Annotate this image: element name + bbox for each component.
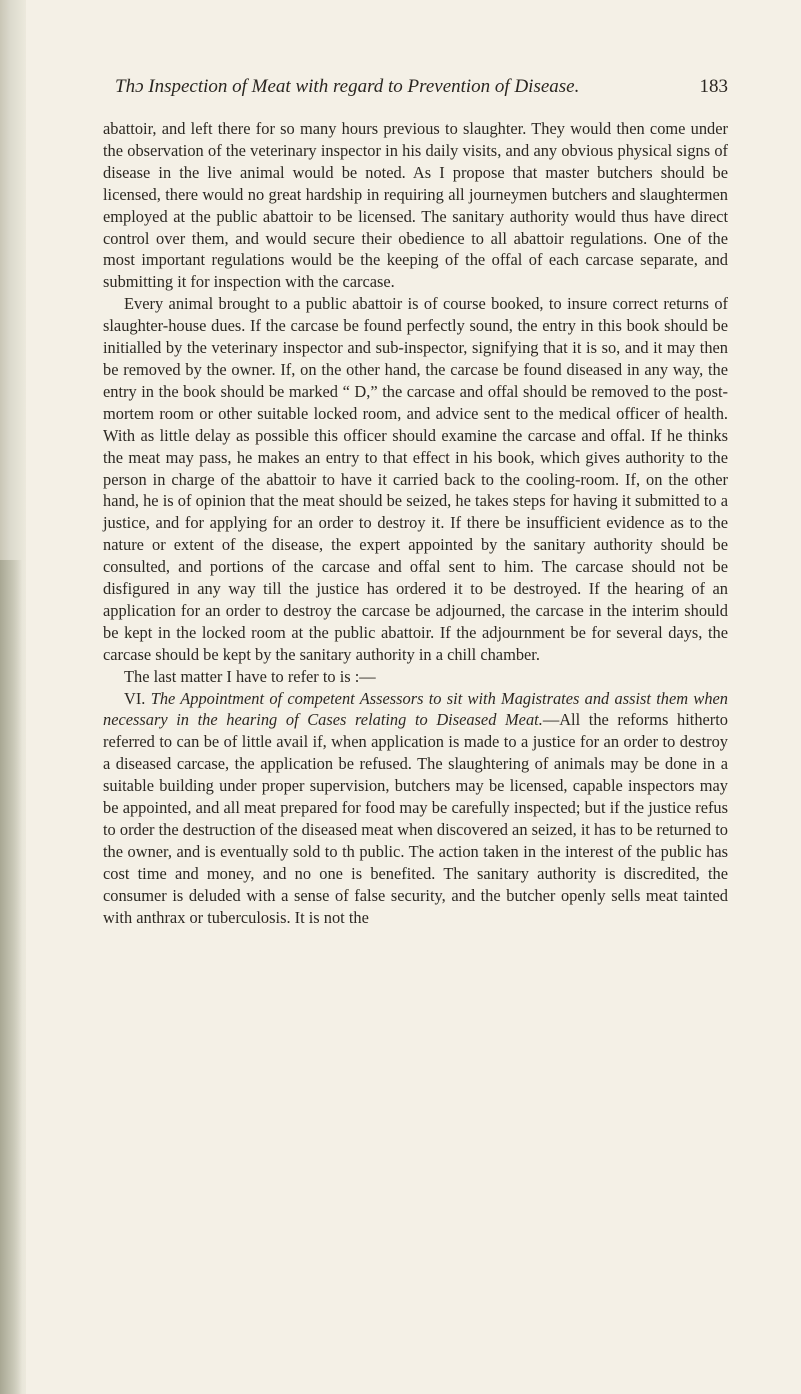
paragraph-booking: Every animal brought to a public abattoir is of course booked, to insure correct returns of slaughter-house dues. If the carcase be found perfectly sound, the entry in this book should be initialled by the veterinary inspector and sub-inspector, signifying that it is so, and it may then be removed by the owner. If, on the other hand, the carcase be found diseased in any way, the entry in the book should be marked “ D,” the carcase and offal should be removed to the post-mortem room or other suitable locked room, and advice sent to the medical officer of health. With as little delay as possible this officer should examine the carcase and offal. If he thinks the meat may pass, he makes an entry to that effect in his book, which gives authority to the person in charge of the abattoir to have it carried back to the cooling-room. If, on the other hand, he is of opinion that the meat should be seized, he takes steps for having it submitted to a justice, and for applying for an order to destroy it. If there be insufficient evidence as to the nature or extent of the disease, the expert appointed by the sanitary authority should be consulted, and portions of the carcase and offal sent to him. The carcase should not be disfigured in any way till the justice has ordered it to be destroyed. If the hearing of an application for an order to destroy the carcase be adjourned, the carcase in the interim should be kept in the locked room at the public abattoir. If the adjournment be for several days, the carcase should be kept by the sanitary authority in a chill chamber. [103, 294, 728, 664]
running-title: Thɔ Inspection of Meat with regard to Prevention of Disease. [115, 76, 580, 97]
body-text [103, 118, 728, 929]
paragraph-section-vi [103, 688, 728, 929]
section-heading: The Appointment of competent Assessors to sit with Magistrates and assist them when necessary in the hearing of Cases relating to Diseased Meat. [103, 688, 728, 730]
page-number: 183 [699, 76, 728, 97]
running-header [103, 76, 728, 102]
section-body: —All the reforms hitherto referred to can be of little avail if, when application is made to a justice for an order to destroy a diseased carcase, the application be refused. The slaughtering of animals may be done in a suitable building under proper supervision, butchers may be licensed, capable inspectors may be appointed, and all meat prepared for food may be carefully inspected; but if the justice refus to order the destruction of the diseased meat when discovered an seized, it has to be returned to the owner, and is eventually sold to th public. The action taken in the interest of the public has cost time and money, and no one is benefited. The sanitary authority is discredited, the consumer is deluded with a sense of false security, and the butcher openly sells meat tainted with anthrax or tuberculosis. It is not the [103, 710, 728, 927]
section-number: VI. [124, 688, 146, 708]
binding-shadow [0, 560, 22, 1394]
paragraph-continued: abattoir, and left there for so many hours previous to slaughter. They would then come under the observation of the veterinary inspector in his daily visits, and any obvious physical signs of disease in the live animal would be noted. As I propose that master butchers should be licensed, there would no great hardship in requiring all journeymen butchers and slaughtermen employed at the public abattoir to be licensed. The sanitary authority would thus have direct control over them, and would secure their obedience to all abattoir regulations. One of the most important regulations would be the keeping of the offal of each carcase separate, and submitting it for inspection with the carcase. [103, 119, 728, 292]
paragraph-last-matter: The last matter I have to refer to is :— [124, 666, 376, 686]
